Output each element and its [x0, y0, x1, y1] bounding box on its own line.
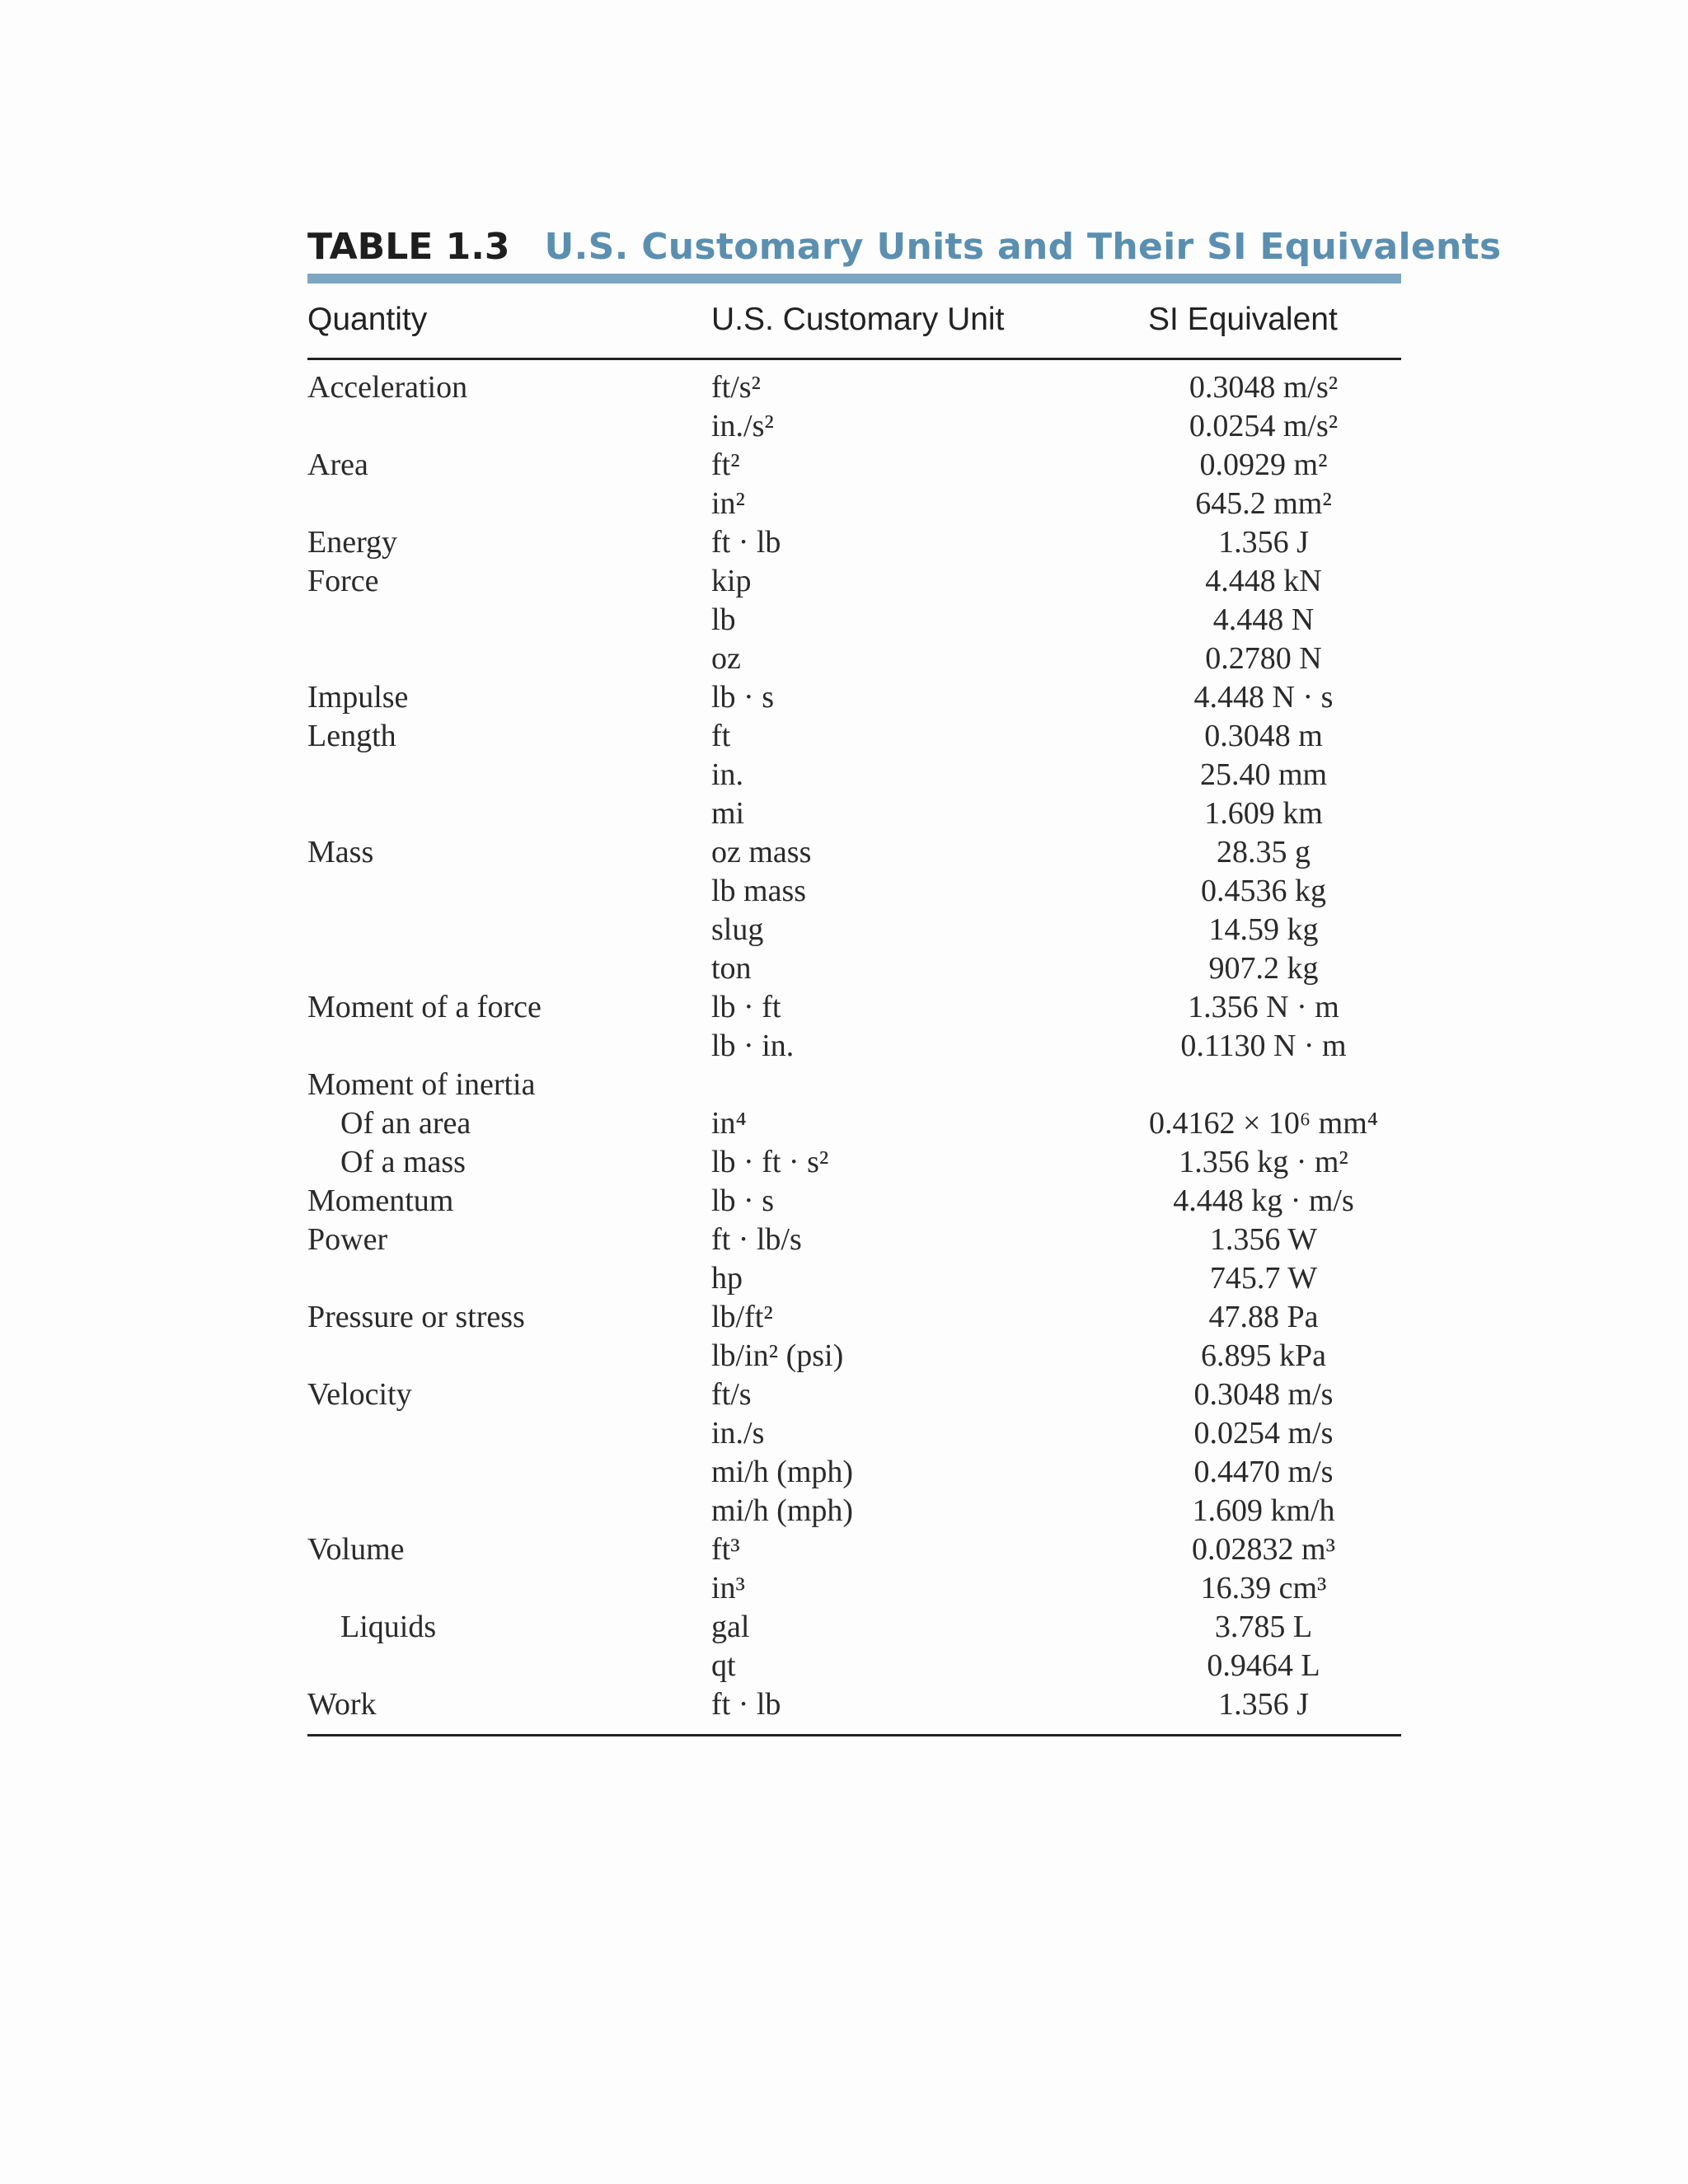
- table-row: [307, 601, 1401, 640]
- cell-us-unit: ft³: [711, 1532, 740, 1567]
- table-row: [307, 1143, 1401, 1182]
- cell-us-unit: ft²: [711, 448, 740, 482]
- table-row: [307, 1376, 1401, 1414]
- header-us-unit: U.S. Customary Unit: [711, 302, 1005, 337]
- cell-quantity: Work: [307, 1687, 377, 1722]
- cell-us-unit: in²: [711, 486, 745, 521]
- cell-us-unit: lb: [711, 602, 736, 637]
- cell-us-unit: lb · in.: [711, 1029, 795, 1063]
- cell-si-equivalent: 0.3048 m/s: [1193, 1377, 1334, 1412]
- table-row: [307, 872, 1401, 911]
- cell-us-unit: kip: [711, 564, 752, 598]
- cell-quantity: Moment of inertia: [307, 1067, 536, 1102]
- cell-si-equivalent: 14.59 kg: [1208, 912, 1319, 947]
- cell-us-unit: in³: [711, 1571, 745, 1605]
- bottom-rule: [307, 1734, 1401, 1736]
- cell-si-equivalent: 4.448 N: [1212, 602, 1315, 637]
- cell-si-equivalent: 16.39 cm³: [1200, 1571, 1327, 1605]
- cell-us-unit: ft · lb: [711, 1687, 781, 1722]
- cell-us-unit: ft/s: [711, 1377, 752, 1412]
- table-row: [307, 1414, 1401, 1453]
- table-row: [307, 640, 1401, 678]
- table-caption: [307, 223, 1502, 270]
- table-row: [307, 485, 1401, 523]
- cell-us-unit: oz: [711, 641, 741, 676]
- table-row: [307, 911, 1401, 949]
- cell-us-unit: lb · ft · s²: [711, 1145, 829, 1179]
- cell-quantity: Of an area: [340, 1106, 471, 1141]
- cell-us-unit: slug: [711, 912, 764, 947]
- cell-us-unit: gal: [711, 1610, 750, 1644]
- cell-si-equivalent: 1.609 km: [1204, 796, 1323, 831]
- cell-us-unit: mi: [711, 796, 745, 831]
- cell-si-equivalent: 0.2780 N: [1205, 641, 1322, 676]
- cell-quantity: Velocity: [307, 1377, 412, 1412]
- table-row: [307, 368, 1401, 407]
- table-row: [307, 562, 1401, 601]
- cell-si-equivalent: 0.3048 m: [1204, 719, 1323, 753]
- cell-us-unit: lb · s: [711, 680, 774, 715]
- table-number: TABLE 1.3: [307, 226, 510, 268]
- cell-us-unit: lb/ft²: [711, 1300, 773, 1334]
- cell-us-unit: ft · lb/s: [711, 1222, 802, 1257]
- table-row: [307, 446, 1401, 485]
- title-rule: [307, 274, 1401, 284]
- cell-si-equivalent: 6.895 kPa: [1201, 1338, 1326, 1373]
- table-row: [307, 1104, 1401, 1143]
- cell-us-unit: ft · lb: [711, 525, 781, 560]
- table-row: [307, 988, 1401, 1027]
- table-row: [307, 1647, 1401, 1685]
- cell-us-unit: qt: [711, 1648, 736, 1683]
- cell-si-equivalent: 4.448 kN: [1205, 564, 1322, 598]
- table-row: [307, 1608, 1401, 1647]
- cell-si-equivalent: 4.448 kg · m/s: [1173, 1183, 1354, 1218]
- cell-si-equivalent: 0.02832 m³: [1192, 1532, 1335, 1567]
- cell-si-equivalent: 907.2 kg: [1208, 951, 1319, 986]
- cell-si-equivalent: 3.785 L: [1214, 1610, 1313, 1644]
- table-row: [307, 1685, 1401, 1724]
- cell-si-equivalent: 0.9464 L: [1207, 1648, 1320, 1683]
- table-row: [307, 833, 1401, 872]
- cell-us-unit: mi/h (mph): [711, 1493, 854, 1528]
- table-row: [307, 1337, 1401, 1376]
- cell-quantity: Area: [307, 448, 368, 482]
- table-row: [307, 1066, 1401, 1104]
- cell-us-unit: ton: [711, 951, 752, 986]
- cell-si-equivalent: 1.609 km/h: [1192, 1493, 1335, 1528]
- table-body: [307, 360, 1401, 1724]
- header-quantity: Quantity: [307, 302, 428, 337]
- cell-si-equivalent: 28.35 g: [1217, 835, 1311, 869]
- cell-us-unit: ft: [711, 719, 731, 753]
- table-row: [307, 794, 1401, 833]
- table-row: [307, 1492, 1401, 1530]
- cell-quantity: Liquids: [340, 1610, 437, 1644]
- cell-quantity: Moment of a force: [307, 990, 542, 1024]
- cell-si-equivalent: 47.88 Pa: [1208, 1300, 1319, 1334]
- table-row: [307, 1569, 1401, 1608]
- cell-quantity: Acceleration: [307, 370, 468, 405]
- table-row: [307, 1298, 1401, 1337]
- cell-us-unit: in./s: [711, 1416, 765, 1451]
- cell-us-unit: lb/in² (psi): [711, 1338, 844, 1373]
- cell-si-equivalent: 0.0254 m/s²: [1189, 409, 1339, 443]
- table-row: [307, 717, 1401, 756]
- table-row: [307, 949, 1401, 988]
- table-row: [307, 1453, 1401, 1492]
- cell-si-equivalent: 1.356 W: [1209, 1222, 1318, 1257]
- table-title: U.S. Customary Units and Their SI Equivalents: [544, 226, 1502, 268]
- cell-us-unit: oz mass: [711, 835, 812, 869]
- table-row: [307, 1221, 1401, 1259]
- cell-quantity: Mass: [307, 835, 374, 869]
- cell-us-unit: in.: [711, 757, 744, 792]
- table-row: [307, 523, 1401, 562]
- units-table: [307, 223, 1502, 1736]
- cell-us-unit: in⁴: [711, 1106, 747, 1141]
- cell-si-equivalent: 0.0254 m/s: [1193, 1416, 1334, 1451]
- cell-quantity: Momentum: [307, 1183, 454, 1218]
- cell-quantity: Impulse: [307, 680, 409, 715]
- header-si-equivalent: SI Equivalent: [1148, 302, 1338, 337]
- cell-si-equivalent: 0.1130 N · m: [1180, 1029, 1347, 1063]
- table-row: [307, 1530, 1401, 1569]
- cell-si-equivalent: 0.4470 m/s: [1193, 1455, 1334, 1489]
- table-row: [307, 1182, 1401, 1221]
- cell-us-unit: mi/h (mph): [711, 1455, 854, 1489]
- cell-quantity: Of a mass: [340, 1145, 466, 1179]
- cell-us-unit: lb mass: [711, 874, 807, 908]
- cell-quantity: Volume: [307, 1532, 405, 1567]
- table-row: [307, 1259, 1401, 1298]
- cell-si-equivalent: 745.7 W: [1209, 1261, 1318, 1296]
- cell-us-unit: in./s²: [711, 409, 774, 443]
- cell-us-unit: ft/s²: [711, 370, 761, 405]
- cell-si-equivalent: 25.40 mm: [1199, 757, 1328, 792]
- cell-quantity: Length: [307, 719, 396, 753]
- cell-si-equivalent: 0.0929 m²: [1199, 448, 1328, 482]
- table-row: [307, 407, 1401, 446]
- table-row: [307, 678, 1401, 717]
- table-header-row: [307, 284, 1401, 358]
- cell-quantity: Force: [307, 564, 379, 598]
- cell-si-equivalent: 1.356 J: [1218, 525, 1309, 560]
- cell-quantity: Power: [307, 1222, 388, 1257]
- cell-si-equivalent: 0.4162 × 10⁶ mm⁴: [1148, 1106, 1379, 1141]
- cell-si-equivalent: 1.356 N · m: [1188, 990, 1339, 1024]
- cell-si-equivalent: 0.4536 kg: [1201, 874, 1326, 908]
- cell-us-unit: lb · ft: [711, 990, 781, 1024]
- cell-si-equivalent: 1.356 J: [1218, 1687, 1309, 1722]
- cell-quantity: Pressure or stress: [307, 1300, 525, 1334]
- cell-si-equivalent: 1.356 kg · m²: [1179, 1145, 1348, 1179]
- cell-si-equivalent: 4.448 N · s: [1193, 680, 1334, 715]
- cell-si-equivalent: 0.3048 m/s²: [1189, 370, 1339, 405]
- table-row: [307, 756, 1401, 794]
- cell-us-unit: lb · s: [711, 1183, 774, 1218]
- cell-si-equivalent: 645.2 mm²: [1195, 486, 1332, 521]
- table-row: [307, 1027, 1401, 1066]
- cell-quantity: Energy: [307, 525, 398, 560]
- cell-us-unit: hp: [711, 1261, 743, 1296]
